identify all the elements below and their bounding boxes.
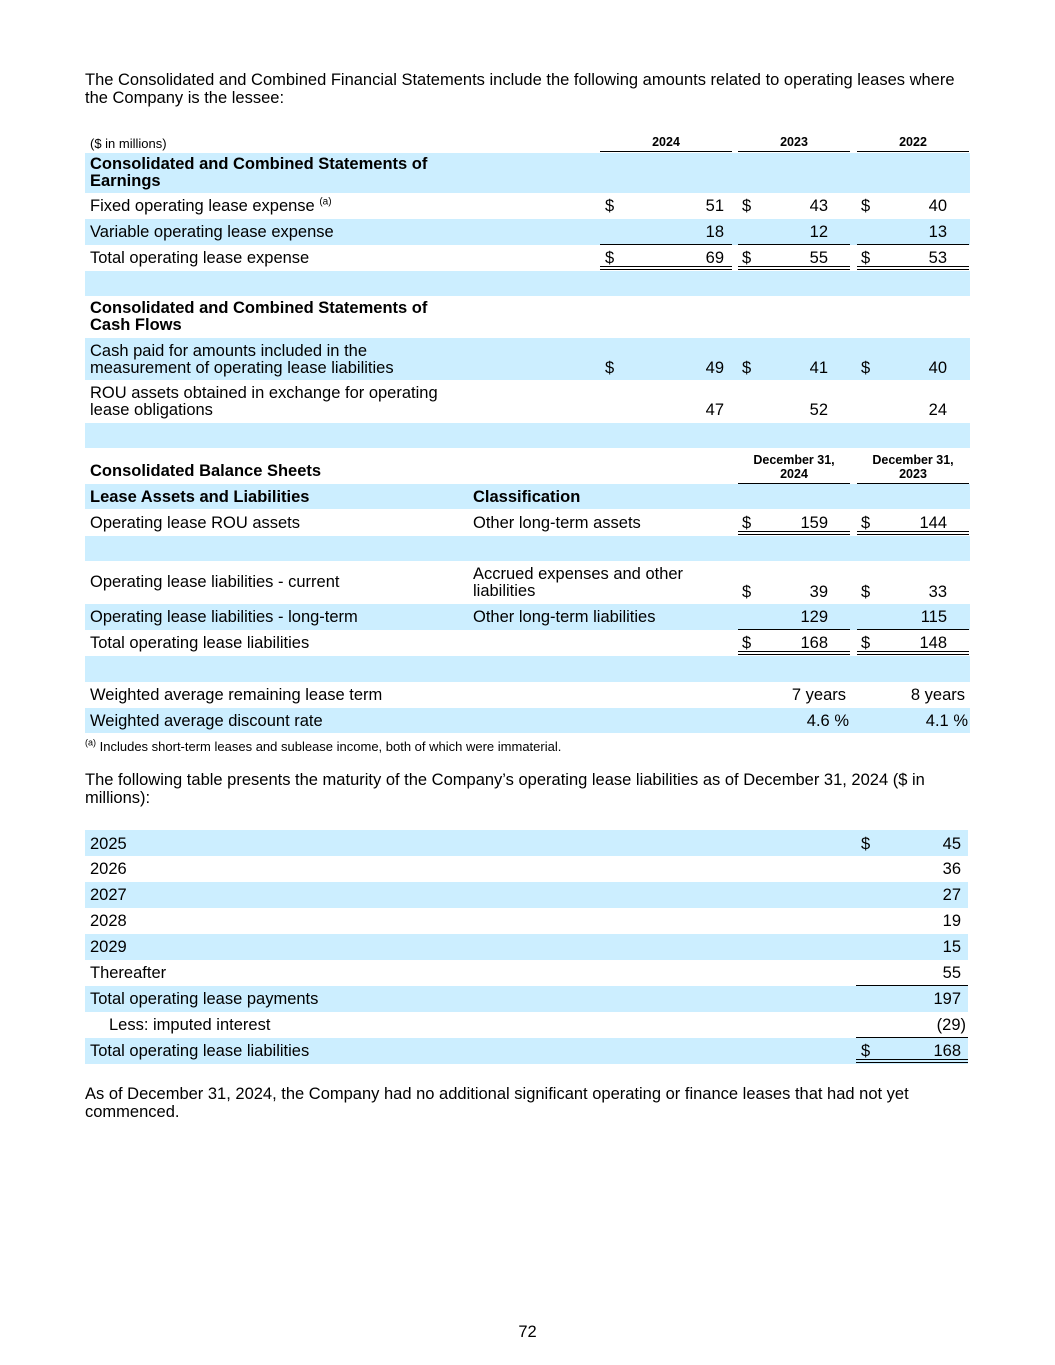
classification: Other long-term assets — [473, 514, 641, 532]
total-double-rule — [738, 531, 850, 535]
column-header-dec-2024: December 31, 2024 — [753, 453, 835, 481]
amount: 45 — [942, 835, 961, 853]
footnote-ref: (a) — [319, 196, 332, 208]
value-2022: 53 — [928, 249, 947, 267]
cash-flows-heading-row — [85, 296, 970, 338]
value-dec-2024: 168 — [800, 634, 828, 652]
table-row — [85, 380, 970, 423]
amount: 168 — [933, 1042, 961, 1060]
dollar-sign: $ — [742, 249, 752, 267]
dollar-sign: $ — [861, 359, 871, 377]
dollar-sign: $ — [742, 359, 752, 377]
total-double-rule — [857, 651, 969, 655]
table-row — [85, 986, 968, 1012]
column-header-dec-2023: December 31, 2023 — [872, 453, 954, 481]
amount: (29) — [936, 1016, 966, 1034]
amount: 19 — [942, 912, 961, 930]
value-dec-2024: 129 — [800, 608, 828, 626]
footnote-marker: (a) — [85, 737, 96, 748]
row-label: Cash paid for amounts included in the measurement of operating lease liabilities — [90, 342, 394, 377]
dollar-sign: $ — [861, 514, 871, 532]
row-label: Total operating lease liabilities — [90, 1042, 310, 1060]
year-label: 2029 — [90, 938, 127, 956]
balance-sheets-heading: Consolidated Balance Sheets — [90, 462, 322, 480]
year-label: 2025 — [90, 835, 127, 853]
spacer-row — [85, 271, 970, 296]
year-header-2022: 2022 — [899, 135, 927, 149]
table-row — [85, 604, 970, 630]
value-2022: 24 — [928, 401, 947, 419]
value-dec-2023: 33 — [928, 583, 947, 601]
value-dec-2023: 144 — [919, 514, 947, 532]
dollar-sign: $ — [605, 249, 615, 267]
value-dec-2023: 115 — [920, 608, 947, 626]
value-dec-2024: 7 years — [791, 686, 846, 704]
year-label: 2026 — [90, 860, 127, 878]
table-row — [85, 682, 970, 708]
value-dec-2024: 159 — [800, 514, 828, 532]
spacer-row — [85, 423, 970, 448]
dollar-sign: $ — [861, 583, 871, 601]
table-row — [85, 708, 970, 733]
value-2023: 43 — [809, 197, 828, 215]
table-row — [85, 908, 968, 934]
balance-sheets-heading-row — [85, 448, 970, 484]
value-dec-2023: 148 — [919, 634, 947, 652]
header-rule — [600, 151, 732, 152]
total-double-rule — [856, 1059, 968, 1063]
row-label: ROU assets obtained in exchange for operating lease obligations — [90, 384, 438, 419]
footnote-text: Includes short-term leases and sublease income, both of which were immaterial. — [99, 739, 562, 754]
dollar-sign: $ — [742, 583, 752, 601]
earnings-heading-row — [85, 153, 970, 193]
value-2023: 41 — [809, 359, 828, 377]
row-label: Variable operating lease expense — [90, 223, 334, 241]
dollar-sign: $ — [861, 249, 871, 267]
value-2022: 13 — [928, 223, 947, 241]
dollar-sign: $ — [742, 514, 752, 532]
row-label: Weighted average discount rate — [90, 712, 323, 730]
amount: 55 — [942, 964, 961, 982]
row-label: Operating lease liabilities - long-term — [90, 608, 358, 626]
year-header-2023: 2023 — [780, 135, 808, 149]
total-double-rule — [857, 531, 969, 535]
amount: 197 — [933, 990, 961, 1008]
total-double-rule — [857, 266, 969, 270]
row-label: Operating lease ROU assets — [90, 514, 301, 532]
value-2024: 47 — [705, 401, 724, 419]
row-label: Operating lease liabilities - current — [90, 573, 340, 591]
row-label: Total operating lease expense — [90, 249, 310, 267]
year-label: Thereafter — [90, 964, 167, 982]
dollar-sign: $ — [861, 197, 871, 215]
amount: 27 — [942, 886, 961, 904]
table-row — [85, 856, 968, 882]
dollar-sign: $ — [742, 197, 752, 215]
table-header-row — [85, 133, 970, 152]
row-label: Total operating lease liabilities — [90, 634, 310, 652]
table-row — [85, 960, 968, 986]
dollar-sign: $ — [605, 197, 615, 215]
table-row — [85, 193, 970, 219]
year-label: 2028 — [90, 912, 127, 930]
header-rule — [857, 151, 969, 152]
row-label: Weighted average remaining lease term — [90, 686, 383, 704]
row-label: Total operating lease payments — [90, 990, 319, 1008]
total-double-rule — [738, 266, 850, 270]
row-label: Fixed operating lease expense $^{(a)}$ — [90, 196, 332, 215]
dollar-sign: $ — [861, 634, 871, 652]
value-2022: 40 — [928, 359, 947, 377]
value-2023: 52 — [809, 401, 828, 419]
maturity-table — [85, 830, 968, 1070]
year-header-2024: 2024 — [652, 135, 680, 149]
table-row — [85, 882, 968, 908]
spacer-row — [85, 656, 970, 682]
value-2024: 49 — [705, 359, 724, 377]
value-dec-2023: 4.1 % — [925, 712, 968, 730]
lease-table — [85, 0, 970, 740]
table-row — [85, 934, 968, 960]
value-2022: 40 — [928, 197, 947, 215]
value-dec-2023: 8 years — [910, 686, 965, 704]
subheading-row — [85, 484, 970, 509]
classification-heading: Classification — [473, 488, 581, 506]
table-row — [85, 830, 968, 856]
value-2024: 18 — [705, 223, 724, 241]
table-row — [85, 1038, 968, 1064]
dollar-sign: $ — [861, 1042, 871, 1060]
maturity-intro-paragraph: The following table presents the maturity of the Company’s operating lease liabilities as of December 31, 2024 ($ in millions): — [85, 771, 925, 807]
spacer-row — [85, 536, 970, 561]
classification: Accrued expenses and other liabilities — [473, 565, 684, 600]
table-row — [85, 338, 970, 380]
footnote — [85, 739, 965, 754]
dollar-sign: $ — [861, 835, 871, 853]
classification: Other long-term liabilities — [473, 608, 656, 626]
value-2023: 12 — [809, 223, 828, 241]
total-double-rule — [600, 266, 732, 270]
value-2023: 55 — [809, 249, 828, 267]
earnings-heading: Consolidated and Combined Statements of Earnings — [90, 155, 428, 190]
page-number: 72 — [518, 1323, 537, 1341]
row-label: Less: imputed interest — [109, 1016, 271, 1034]
value-dec-2024: 39 — [809, 583, 828, 601]
dollar-sign: $ — [742, 634, 752, 652]
amount: 36 — [942, 860, 961, 878]
lease-assets-liabilities-heading: Lease Assets and Liabilities — [90, 488, 310, 506]
total-double-rule — [738, 651, 850, 655]
table-row — [85, 1012, 968, 1038]
year-label: 2027 — [90, 886, 127, 904]
intro-paragraph: The Consolidated and Combined Financial Statements include the following amounts related to operating leases where the Company is the lessee: — [85, 71, 955, 107]
amount: 15 — [942, 938, 961, 956]
closing-paragraph: As of December 31, 2024, the Company had no additional significant operating or finance leases that had not yet commenced. — [85, 1085, 909, 1121]
cash-flows-heading: Consolidated and Combined Statements of Cash Flows — [90, 299, 428, 334]
header-rule — [738, 151, 850, 152]
units-label: ($ in millions) — [90, 136, 167, 151]
table-row — [85, 219, 970, 245]
table-row — [85, 561, 970, 604]
dollar-sign: $ — [605, 359, 615, 377]
value-2024: 69 — [705, 249, 724, 267]
value-2024: 51 — [705, 197, 724, 215]
value-dec-2024: 4.6 % — [806, 712, 849, 730]
